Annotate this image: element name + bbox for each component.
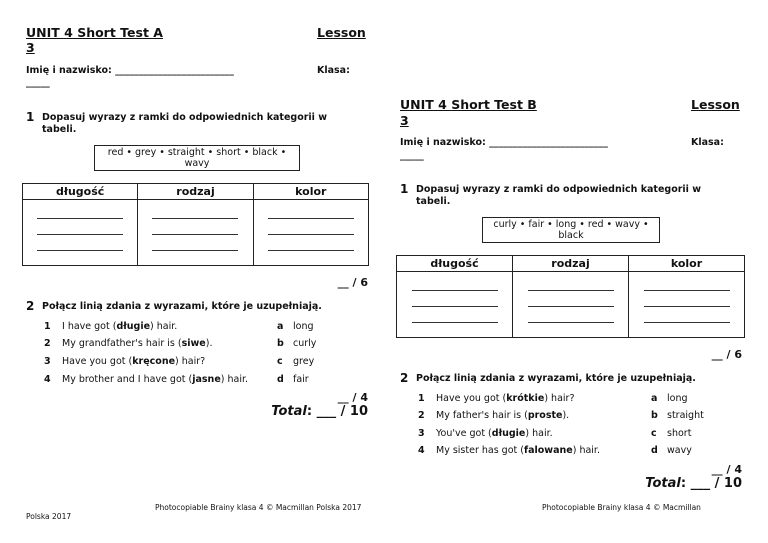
test-a-total: Total: ___ / 10 — [271, 404, 368, 419]
test-a-option[interactable]: d fair — [277, 374, 309, 385]
sentence-number: 4 — [418, 445, 425, 456]
test-a-footer — [155, 503, 361, 512]
test-b-word-box: curly • fair • long • red • wavy • black — [482, 217, 660, 243]
test-a-q2-score: __ / 4 — [337, 391, 368, 404]
test-a-q1-number: 1 — [26, 110, 35, 124]
test-a-word-box: red • grey • straight • short • black • wavy — [94, 145, 300, 171]
test-a-sentence[interactable]: 1 I have got (długie) hair. — [44, 321, 178, 332]
test-b-footer: Photocopiable Brainy klasa 4 © Macmillan — [542, 503, 701, 512]
test-a-footer-text: Photocopiable Brainy klasa 4 © Macmillan Polska 2017 — [155, 503, 362, 512]
sentence-number: 2 — [418, 410, 425, 421]
test-b-title: UNIT 4 Short Test B — [400, 97, 537, 112]
test-b-header-colour: kolor — [629, 256, 745, 272]
test-b-option[interactable]: b straight — [651, 410, 704, 421]
sentence-number: 1 — [418, 393, 425, 404]
test-a-class-label: Klasa: — [317, 65, 350, 76]
test-b-lesson-number: 3 — [400, 113, 409, 128]
test-b-q1-instruction: Dopasuj wyrazy z ramki do odpowiednich kategorii w tabeli. — [416, 184, 702, 207]
test-b-sentence[interactable]: 4 My sister has got (falowane) hair. — [418, 445, 600, 456]
test-b-length-cell[interactable] — [397, 272, 513, 338]
test-b-sentence[interactable]: 2 My father's hair is (proste). — [418, 410, 570, 421]
test-b-class-label: Klasa: — [691, 137, 724, 148]
test-a-option[interactable]: b curly — [277, 338, 317, 349]
test-a-colour-cell[interactable] — [253, 200, 368, 266]
test-a-q1-instruction: Dopasuj wyrazy z ramki do odpowiednich kategorii w tabeli. — [42, 112, 328, 135]
test-a-length-cell[interactable] — [23, 200, 138, 266]
test-b-total: Total: ___ / 10 — [645, 476, 742, 491]
test-a-header-type: rodzaj — [138, 184, 253, 200]
test-b-q1-score: __ / 6 — [711, 348, 742, 361]
test-b-q1-number: 1 — [400, 182, 409, 196]
test-a-lesson-number: 3 — [26, 40, 35, 55]
test-b-sentence[interactable]: 3 You've got (długie) hair. — [418, 428, 553, 439]
test-b-class-blank[interactable]: _____ — [400, 150, 424, 161]
test-a-type-cell[interactable] — [138, 200, 253, 266]
test-a-header-length: długość — [23, 184, 138, 200]
test-a-header-colour: kolor — [253, 184, 368, 200]
test-b-colour-cell[interactable] — [629, 272, 745, 338]
sentence-number: 3 — [44, 356, 51, 367]
test-a-name-field[interactable]: Imię i nazwisko: _________________________ — [26, 65, 234, 76]
test-a-sentence[interactable]: 2 My grandfather's hair is (siwe). — [44, 338, 213, 349]
sentence-number: 4 — [44, 374, 51, 385]
test-b-name-field[interactable]: Imię i nazwisko: _________________________ — [400, 137, 608, 148]
sentence-number: 3 — [418, 428, 425, 439]
test-b-option[interactable]: c short — [651, 428, 692, 439]
test-a-sentence[interactable]: 4 My brother and I have got (jasne) hair. — [44, 374, 249, 385]
test-b-header-length: długość — [397, 256, 513, 272]
test-a-footer-line2: Polska 2017 — [26, 512, 72, 521]
test-b-q2-score: __ / 4 — [711, 463, 742, 476]
test-b-option[interactable]: d wavy — [651, 445, 692, 456]
test-b-option[interactable]: a long — [651, 393, 688, 404]
test-b-header-type: rodzaj — [513, 256, 629, 272]
test-b-q2-number: 2 — [400, 371, 409, 385]
test-b-lesson-label: Lesson — [691, 97, 740, 112]
test-a-q2-instruction: Połącz linią zdania z wyrazami, które je uzupełniają. — [42, 301, 322, 312]
test-a-class-blank[interactable]: _____ — [26, 77, 50, 88]
sentence-number: 1 — [44, 321, 51, 332]
test-b-category-table — [396, 255, 745, 338]
test-a-sentence[interactable]: 3 Have you got (kręcone) hair? — [44, 356, 206, 367]
test-a-lesson-label: Lesson — [317, 25, 366, 40]
test-a-q2-number: 2 — [26, 299, 35, 313]
test-b-type-cell[interactable] — [513, 272, 629, 338]
test-b-q2-instruction: Połącz linią zdania z wyrazami, które je uzupełniają. — [416, 373, 696, 384]
test-a-option[interactable]: a long — [277, 321, 314, 332]
test-a-title: UNIT 4 Short Test A — [26, 25, 163, 40]
sentence-number: 2 — [44, 338, 51, 349]
test-a-category-table — [22, 183, 369, 266]
test-a-option[interactable]: c grey — [277, 356, 315, 367]
test-b-sentence[interactable]: 1 Have you got (krótkie) hair? — [418, 393, 575, 404]
test-a-q1-score: __ / 6 — [337, 276, 368, 289]
